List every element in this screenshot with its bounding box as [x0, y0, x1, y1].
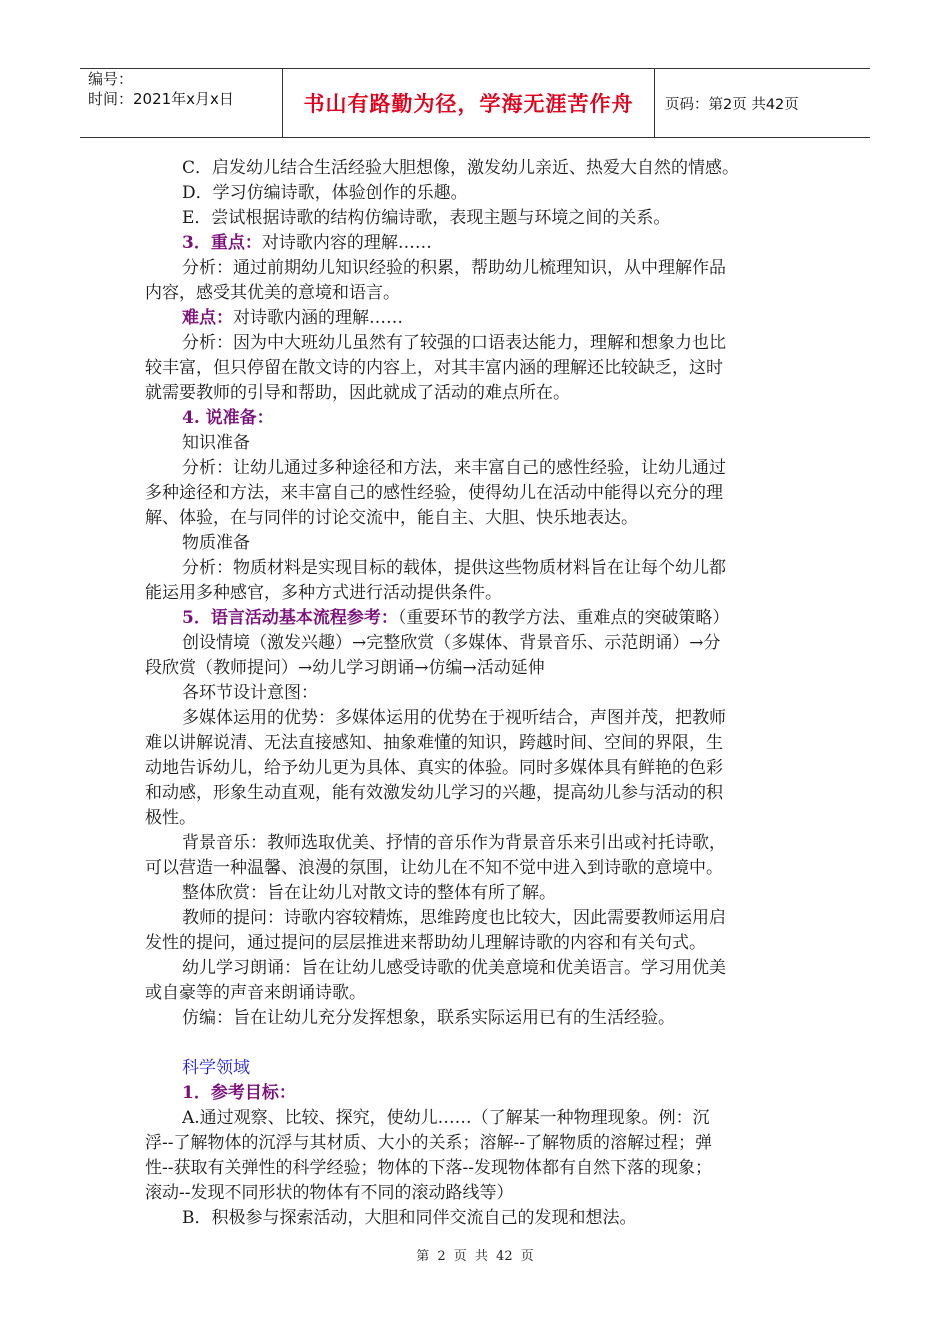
preparation-heading: 4. 说准备： — [182, 408, 274, 428]
paragraph-line: 滚动--发现不同形状的物体有不同的滚动路线等） — [145, 1183, 514, 1203]
paragraph-line: 背景音乐：教师选取优美、抒情的音乐作为背景音乐来引出或衬托诗歌， — [182, 833, 726, 853]
paragraph-line: 多媒体运用的优势：多媒体运用的优势在于视听结合，声图并茂，把教师 — [182, 708, 726, 728]
key-point-heading: 3．重点： — [182, 233, 262, 253]
key-point-line — [145, 231, 800, 256]
difficulty-text: 对诗歌内涵的理解…… — [233, 308, 403, 328]
key-point-text: 对诗歌内容的理解…… — [261, 233, 432, 253]
paragraph-line: 创设情境（激发兴趣）→完整欣赏（多媒体、背景音乐、示范朗诵）→分 — [182, 633, 721, 653]
page-header — [80, 68, 870, 138]
objective-e: E．尝试根据诗歌的结构仿编诗歌，表现主题与环境之间的关系。 — [182, 208, 671, 228]
paragraph-line: 分析：因为中大班幼儿虽然有了较强的口语表达能力，理解和想象力也比 — [182, 333, 726, 353]
paragraph-line: 和动感，形象生动直观，能有效激发幼儿学习的兴趣，提高幼儿参与活动的积 — [145, 783, 723, 803]
paragraph-line: 分析：物质材料是实现目标的载体，提供这些物质材料旨在让每个幼儿都 — [182, 558, 726, 578]
paragraph-line: 内容，感受其优美的意境和语言。 — [145, 283, 400, 303]
paragraph-line: 能运用多种感官，多种方式进行活动提供条件。 — [145, 583, 502, 603]
document-body — [145, 156, 800, 1231]
paragraph-line: 就需要教师的引导和帮助，因此就成了活动的难点所在。 — [145, 383, 570, 403]
paragraph-line: 仿编：旨在让幼儿充分发挥想象，联系实际运用已有的生活经验。 — [182, 1008, 675, 1028]
paragraph-line: 分析：让幼儿通过多种途径和方法，来丰富自己的感性经验，让幼儿通过 — [182, 458, 726, 478]
header-meta — [80, 69, 283, 137]
paragraph-line: 性--获取有关弹性的科学经验；物体的下落--发现物体都有自然下落的现象； — [145, 1158, 712, 1178]
design-intent-label: 各环节设计意图： — [182, 683, 318, 703]
paragraph-line: 极性。 — [145, 808, 196, 828]
objective-d: D．学习仿编诗歌，体验创作的乐趣。 — [182, 183, 468, 203]
paragraph-line: 发性的提问，通过提问的层层推进来帮助幼儿理解诗歌的内容和有关句式。 — [145, 933, 706, 953]
goal-b: B．积极参与探索活动，大胆和同伴交流自己的发现和想法。 — [182, 1208, 637, 1228]
difficulty-heading: 难点： — [182, 308, 233, 328]
doc-time-label: 时间：2021年x月x日 — [88, 90, 234, 108]
paragraph-line: 段欣赏（教师提问）→幼儿学习朗诵→仿编→活动延伸 — [145, 658, 545, 678]
doc-id-label: 编号： — [88, 70, 134, 88]
material-prep-label: 物质准备 — [182, 533, 250, 553]
paragraph-line: 浮--了解物体的沉浮与其材质、大小的关系；溶解--了解物质的溶解过程；弹 — [145, 1133, 712, 1153]
header-motto: 书山有路勤为径，学海无涯苦作舟 — [283, 69, 655, 137]
goal-a: A.通过观察、比较、探究，使幼儿……（了解某一种物理现象。例：沉 — [182, 1108, 710, 1128]
header-page-number: 页码：第2页 共42页 — [665, 96, 799, 113]
paragraph-line: 动地告诉幼儿，给予幼儿更为具体、真实的体验。同时多媒体具有鲜艳的色彩 — [145, 758, 723, 778]
page-footer: 第 2 页 共 42 页 — [416, 1249, 534, 1264]
objective-c: C．启发幼儿结合生活经验大胆想像，激发幼儿亲近、热爱大自然的情感。 — [182, 158, 740, 178]
process-note: （重要环节的教学方法、重难点的突破策略） — [397, 608, 730, 628]
process-heading: 5．语言活动基本流程参考： — [182, 608, 398, 628]
knowledge-prep-label: 知识准备 — [182, 433, 250, 453]
paragraph-line: 整体欣赏：旨在让幼儿对散文诗的整体有所了解。 — [182, 883, 556, 903]
difficulty-line — [145, 306, 800, 331]
paragraph-line: 难以讲解说清、无法直接感知、抽象难懂的知识，跨越时间、空间的界限，生 — [145, 733, 723, 753]
reference-goals-heading: 1．参考目标： — [182, 1083, 296, 1103]
process-line — [145, 606, 800, 631]
paragraph-line: 较丰富，但只停留在散文诗的内容上，对其丰富内涵的理解还比较缺乏，这时 — [145, 358, 723, 378]
paragraph-line: 教师的提问：诗歌内容较精炼，思维跨度也比较大，因此需要教师运用启 — [182, 908, 726, 928]
spacer — [145, 1031, 800, 1056]
paragraph-line: 幼儿学习朗诵：旨在让幼儿感受诗歌的优美意境和优美语言。学习用优美 — [182, 958, 726, 978]
paragraph-line: 多种途径和方法，来丰富自己的感性经验，使得幼儿在活动中能得以充分的理 — [145, 483, 723, 503]
science-section-heading: 科学领域 — [182, 1058, 250, 1078]
paragraph-line: 分析：通过前期幼儿知识经验的积累，帮助幼儿梳理知识，从中理解作品 — [182, 258, 726, 278]
paragraph-line: 或自豪等的声音来朗诵诗歌。 — [145, 983, 366, 1003]
paragraph-line: 解、体验，在与同伴的讨论交流中，能自主、大胆、快乐地表达。 — [145, 508, 638, 528]
paragraph-line: 可以营造一种温馨、浪漫的氛围，让幼儿在不知不觉中进入到诗歌的意境中。 — [145, 858, 723, 878]
